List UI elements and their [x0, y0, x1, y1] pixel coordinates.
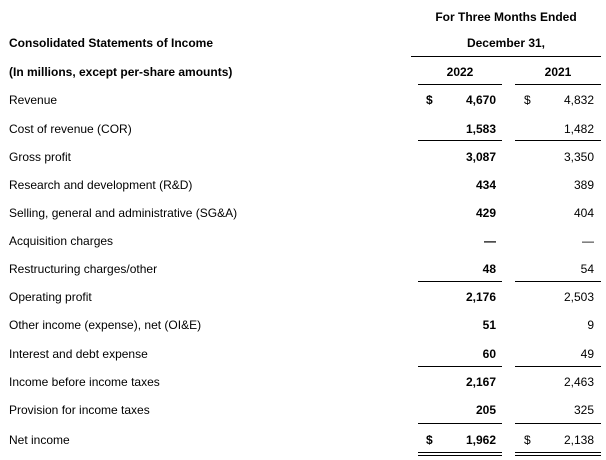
- subtotal-line-2022: [418, 366, 502, 367]
- total-double-line-2022: [418, 455, 502, 456]
- value-2022-operating-profit: 2,176: [465, 290, 496, 304]
- subtotal-line-2022: [418, 423, 502, 424]
- row-label-revenue: Revenue: [9, 93, 58, 107]
- value-2021-sga: 404: [573, 206, 594, 220]
- subtotal-line-2022: [418, 140, 502, 141]
- value-2022-cor: 1,583: [465, 122, 496, 136]
- row-label-cor: Cost of revenue (COR): [9, 122, 132, 136]
- period-heading: For Three Months Ended: [435, 10, 577, 24]
- value-2021-oie: 9: [587, 318, 594, 332]
- value-2021-provision: 325: [573, 403, 594, 417]
- period-underline: [411, 56, 601, 57]
- value-2022-restructuring: 48: [482, 262, 496, 276]
- value-2022-acquisition: —: [484, 234, 496, 248]
- value-2021-restructuring: 54: [580, 262, 594, 276]
- value-2021-rd: 389: [573, 178, 594, 192]
- currency-2021: $: [524, 433, 531, 447]
- statement-title: Consolidated Statements of Income: [9, 36, 214, 50]
- value-2022-interest: 60: [482, 347, 496, 361]
- value-2021-acquisition: —: [582, 234, 594, 248]
- subtotal-line-2022: [418, 281, 502, 282]
- value-2022-provision: 205: [475, 403, 496, 417]
- row-label-gross-profit: Gross profit: [9, 150, 72, 164]
- row-label-acquisition: Acquisition charges: [9, 234, 114, 248]
- value-2022-rd: 434: [475, 178, 496, 192]
- value-2021-revenue: 4,832: [563, 93, 594, 107]
- subtotal-line-2021: [515, 366, 601, 367]
- subtotal-line-2021: [515, 140, 601, 141]
- year-2021-header: 2021: [544, 65, 572, 79]
- value-2022-revenue: 4,670: [465, 93, 496, 107]
- year-2022-underline: [418, 84, 502, 85]
- value-2021-interest: 49: [580, 347, 594, 361]
- row-label-rd: Research and development (R&D): [9, 178, 193, 192]
- subtotal-line-2021: [515, 281, 601, 282]
- value-2022-net-income: 1,962: [465, 433, 496, 447]
- currency-2021: $: [524, 93, 531, 107]
- row-label-oie: Other income (expense), net (OI&E): [9, 318, 202, 332]
- value-2021-cor: 1,482: [563, 122, 594, 136]
- value-2022-income-before-taxes: 2,167: [465, 375, 496, 389]
- row-label-interest: Interest and debt expense: [9, 347, 148, 361]
- row-label-net-income: Net income: [9, 433, 70, 447]
- total-double-line-2021: [515, 455, 601, 456]
- total-double-line-2022: [418, 452, 502, 453]
- period-date: December 31,: [466, 36, 546, 50]
- value-2022-gross-profit: 3,087: [465, 150, 496, 164]
- units-note: (In millions, except per-share amounts): [9, 65, 233, 79]
- row-label-provision: Provision for income taxes: [9, 403, 150, 417]
- value-2022-oie: 51: [482, 318, 496, 332]
- row-label-restructuring: Restructuring charges/other: [9, 262, 158, 276]
- currency-2022: $: [426, 433, 433, 447]
- value-2021-net-income: 2,138: [563, 433, 594, 447]
- subtotal-line-2021: [515, 423, 601, 424]
- row-label-operating-profit: Operating profit: [9, 290, 92, 304]
- total-double-line-2021: [515, 452, 601, 453]
- row-label-income-before-taxes: Income before income taxes: [9, 375, 160, 389]
- currency-2022: $: [426, 93, 433, 107]
- value-2021-income-before-taxes: 2,463: [563, 375, 594, 389]
- value-2021-operating-profit: 2,503: [563, 290, 594, 304]
- year-2021-underline: [515, 84, 601, 85]
- row-label-sga: Selling, general and administrative (SG&A): [9, 206, 238, 220]
- year-2022-header: 2022: [446, 65, 474, 79]
- value-2021-gross-profit: 3,350: [563, 150, 594, 164]
- value-2022-sga: 429: [475, 206, 496, 220]
